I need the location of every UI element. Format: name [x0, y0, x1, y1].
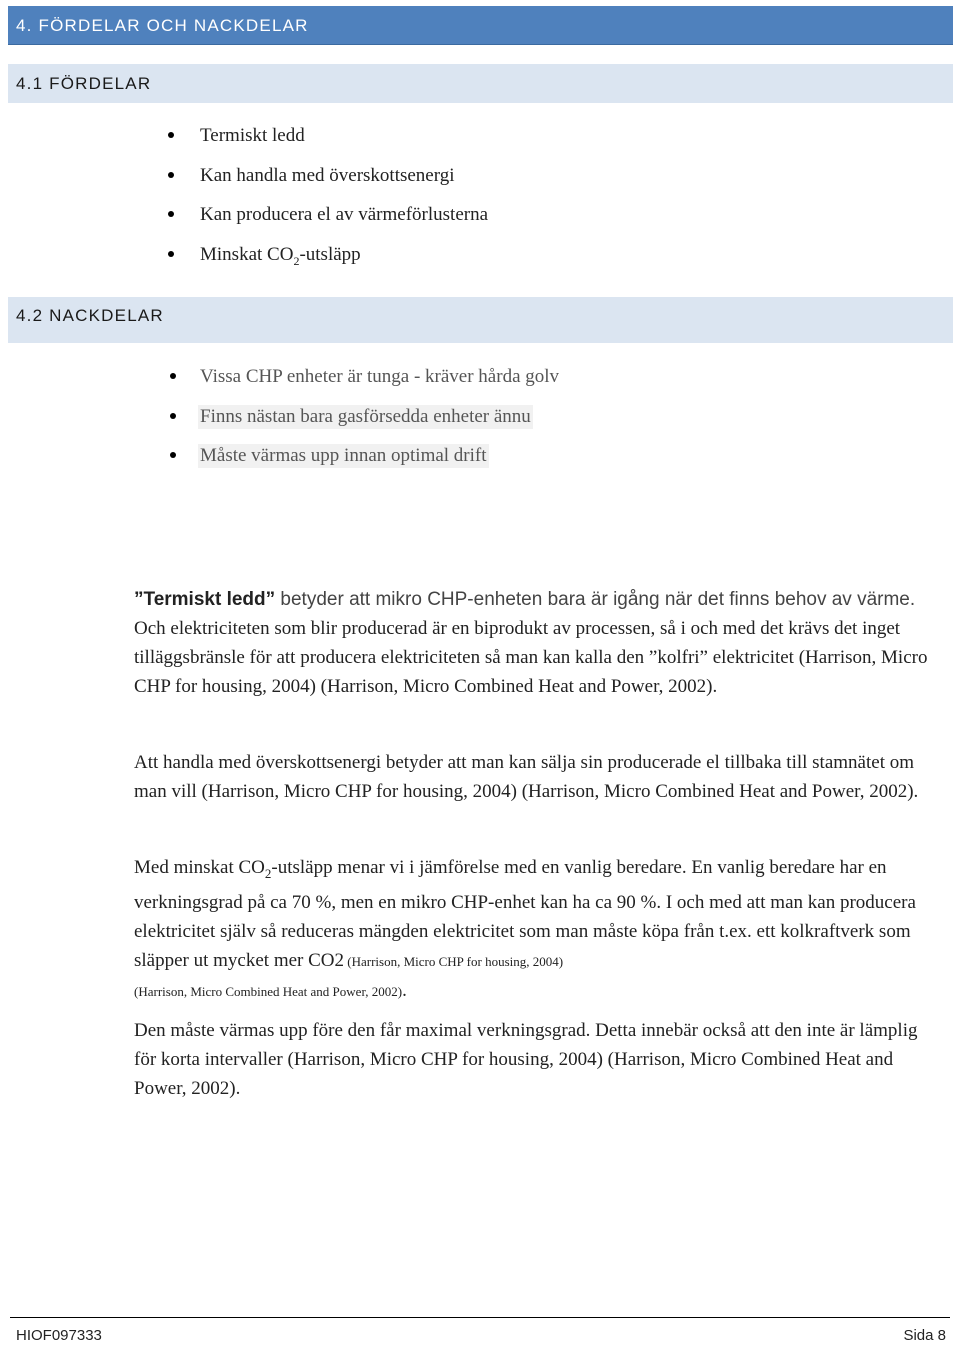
- list-item-label: Vissa CHP enheter är tunga - kräver hårda golv: [200, 366, 560, 387]
- page-number: Sida 8: [903, 1327, 946, 1344]
- section-heading-disadvantages: 4.2 NACKDELAR: [8, 297, 953, 343]
- bullet-icon: [168, 211, 174, 217]
- paragraph-thermal: ”Termiskt ledd” betyder att mikro CHP-enheten bara är igång när det finns behov av värme. Och elektriciteten som blir producerad är en biprodukt av processen, så i och med det krävs det inget tilläggsbränsle för att producera elektriciteten så man kan kalla den ”kolfri” elektricitet (Harrison, Micro CHP for housing, 2004) (Harrison, Micro Combined Heat and Power, 2002).: [134, 589, 928, 697]
- paragraph-warmup: Den måste värmas upp före den får maximal verkningsgrad. Detta innebär också att den inte är lämplig för korta intervaller (Harrison, Micro CHP for housing, 2004) (Harrison, Micro Combined Heat and Power, 2002).: [134, 1020, 918, 1099]
- list-item-label: Kan handla med överskottsenergi: [200, 164, 455, 186]
- bullet-icon: [168, 172, 174, 178]
- bullet-icon: [170, 413, 176, 419]
- list-item-label: Finns nästan bara gasförsedda enheter ännu: [200, 405, 531, 427]
- chapter-heading: 4. FÖRDELAR OCH NACKDELAR: [8, 6, 953, 45]
- page-footer: [10, 1317, 950, 1344]
- list-item-label: Kan producera el av värmeförlusterna: [200, 204, 489, 225]
- document-id: HIOF097333: [16, 1327, 102, 1344]
- list-item-label: Minskat $CO_2$-utsläpp: [200, 243, 361, 268]
- bullet-icon: [170, 373, 176, 379]
- paragraph-surplus-energy: Att handla med överskottsenergi betyder att man kan sälja sin producerade el tillbaka till stamnätet om man vill (Harrison, Micro CHP for housing, 2004) (Harrison, Micro Combined Heat and Power, 2002).: [134, 752, 919, 802]
- term-bold: ”Termiskt ledd”: [134, 589, 276, 610]
- section-heading-advantages: 4.1 FÖRDELAR: [8, 64, 953, 103]
- bullet-icon: [168, 132, 174, 138]
- bullet-icon: [168, 251, 174, 257]
- list-item-label: Måste värmas upp innan optimal drift: [200, 445, 487, 466]
- list-item-label: Termiskt ledd: [200, 125, 305, 146]
- paragraph-co2: Med minskat $CO_2$-utsläpp menar vi i jämförelse med en vanlig beredare. En vanlig beredare har en verkningsgrad på ca 70 %, men en mikro CHP-enhet kan ha ca 90 %. I och med att man kan producera elektricitet själv så reduceras mängden elektricitet som man måste köpa från t.ex. ett kolkraftverk som släpper ut mycket mer CO2 (Harrison, Micro CHP for housing, 2004) (Harrison, Micro Combined Heat and Power, 2002).: [134, 857, 916, 1001]
- bullet-icon: [170, 452, 176, 458]
